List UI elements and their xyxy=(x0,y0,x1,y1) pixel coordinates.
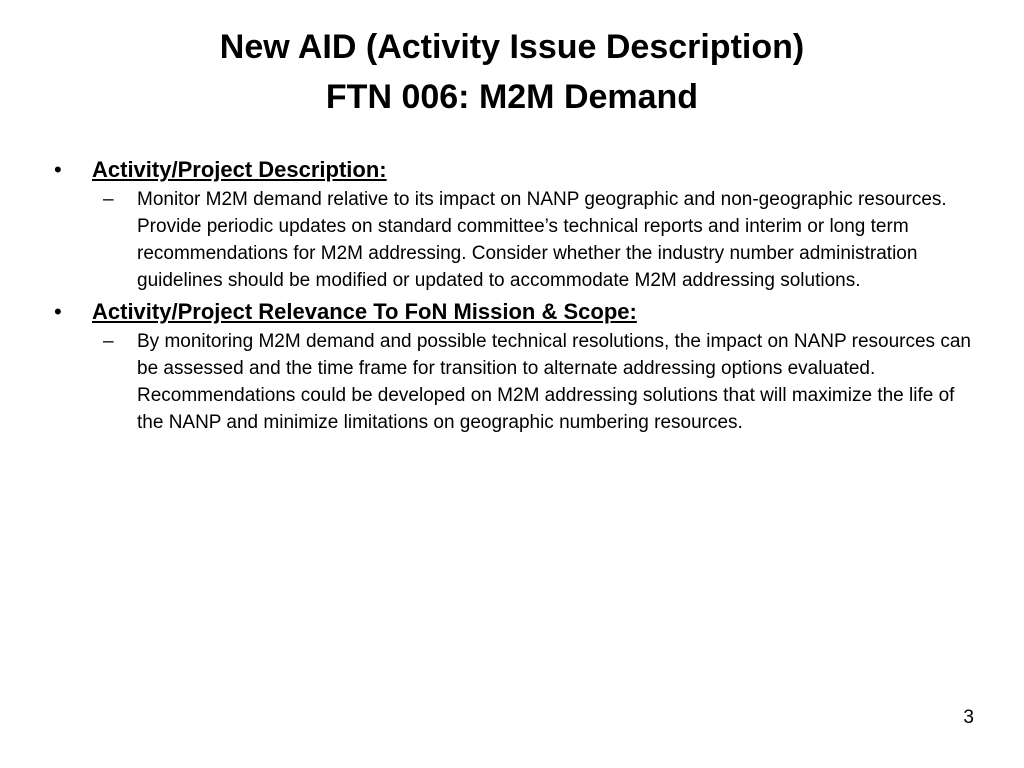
section-heading-description xyxy=(54,154,974,186)
bullet-icon: • xyxy=(54,299,62,324)
bullet-icon: • xyxy=(54,157,62,182)
title-line-2: FTN 006: M2M Demand xyxy=(325,78,699,116)
heading-text: Activity/Project Relevance To FoN Mission & Scope: xyxy=(92,299,637,324)
dash-icon: – xyxy=(103,189,114,210)
section-body-relevance xyxy=(54,328,974,436)
dash-icon: – xyxy=(103,331,114,352)
body-text: By monitoring M2M demand and possible technical resolutions, the impact on NANP resources can be assessed and the time frame for transition to alternate addressing options evaluated. Recommendations could be developed on M2M addressing solutions that will maximize the life of the NANP and minimize limitations on geographic numbering resources. xyxy=(137,331,971,433)
heading-text: Activity/Project Description: xyxy=(92,157,387,182)
section-body-description xyxy=(54,186,974,294)
page-number: 3 xyxy=(963,707,974,728)
slide-content xyxy=(54,154,974,438)
title-line-1: New AID (Activity Issue Description) xyxy=(219,28,805,66)
section-heading-relevance xyxy=(54,296,974,328)
body-text: Monitor M2M demand relative to its impact on NANP geographic and non-geographic resources. Provide periodic updates on standard committee’s technical reports and interim or long term recommendations for M2M addressing. Consider whether the industry number administration guidelines should be modified or updated to accommodate M2M addressing solutions. xyxy=(137,189,947,291)
slide-title xyxy=(0,22,1024,122)
